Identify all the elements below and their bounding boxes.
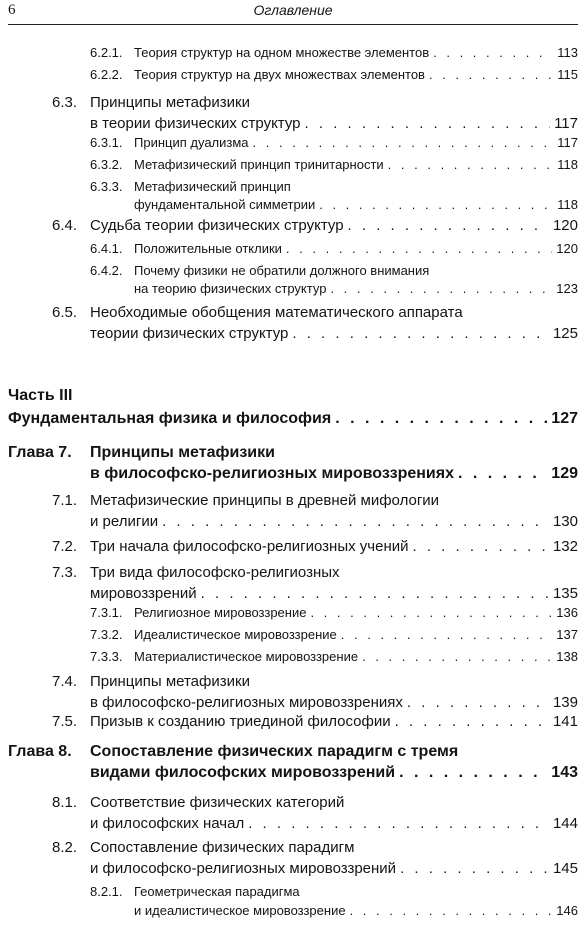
toc-leader-dots [412,538,548,556]
toc-entry [52,837,578,879]
toc-leader-dots [400,858,549,879]
toc-entry-number: Глава 7. [8,444,72,461]
toc-entry-number: 7.3.2. [90,627,123,642]
toc-entry-title: Положительные отклики [134,241,282,256]
toc-entry-line [52,92,578,113]
toc-entry-title: Почему физики не обратили должного внимания [134,263,430,278]
toc-entry-title: Метафизический принцип тринитарности [134,157,384,172]
toc-entry-page: 113 [557,45,578,60]
toc-entry-line [52,217,578,235]
toc-entry-number: 6.3. [52,94,78,111]
toc-entry-page: 139 [552,694,578,711]
toc-entry [52,538,578,556]
toc-entry-line [8,442,578,463]
toc-entry-number: 7.1. [52,492,78,509]
toc-entry-line [52,858,578,879]
toc-entry-number: 6.3.3. [90,179,123,194]
toc-leader-dots [305,113,551,134]
toc-entry-title: Принципы метафизики [90,673,250,690]
toc-entry [8,442,578,484]
toc-entry-page: 146 [556,903,578,918]
toc-entry-page: 125 [552,325,578,342]
toc-entry-number: 8.2.1. [90,884,123,899]
toc-entry-title: Теория структур на двух множествах элементов [134,67,425,82]
toc-entry [90,44,578,62]
toc-entry-page: 127 [551,410,578,427]
toc-entry-line [90,66,578,84]
toc-entry-number: 8.2. [52,839,78,856]
toc-entry [52,490,578,532]
toc-entry-number: 7.3.3. [90,649,123,664]
toc-entry-page: 137 [556,627,578,642]
toc-entry-number: 6.2.2. [90,67,123,82]
toc-entry-title: и философско-религиозных мировоззрений [90,860,397,877]
toc-entry-line [90,178,578,196]
toc-entry-line [52,490,578,511]
toc-entry-title: фундаментальной симметрии [134,197,316,212]
toc-entry-number: 6.3.2. [90,157,123,172]
toc-entry-title: Три вида философско-религиозных [90,564,340,581]
toc-entry-page: 144 [552,815,578,832]
toc-entry [90,882,578,920]
toc-leader-dots [407,692,549,713]
toc-entry-page: 132 [552,538,578,555]
toc-entry [90,626,578,644]
toc-entry-title: в философско-религиозных мировоззрениях [90,694,403,711]
toc-leader-dots [433,44,553,62]
toc-leader-dots [350,901,553,920]
toc-entry-line [90,240,578,258]
toc-entry-number: 7.2. [52,538,78,555]
toc-entry-line [90,134,578,152]
toc-entry-line [90,901,578,920]
toc-leader-dots [399,762,547,783]
toc-entry-line [52,583,578,604]
toc-leader-dots [253,134,554,152]
toc-entry [8,410,578,428]
toc-entry-line [8,410,578,428]
toc-entry-line [90,882,578,901]
toc-entry [90,178,578,214]
toc-leader-dots [341,626,553,644]
page-header [8,2,578,25]
toc-leader-dots [458,463,547,484]
toc-entry-page: 138 [556,649,578,664]
toc-entry [8,741,578,783]
toc-entry-page: 130 [552,513,578,530]
toc-entry-number: 6.4.1. [90,241,123,256]
toc-leader-dots [319,196,553,214]
toc-entry [90,240,578,258]
toc-entry-page: 141 [552,713,578,730]
toc-leader-dots [248,813,549,834]
toc-entry-title: мировоззрений [90,585,197,602]
toc-entry-line [52,813,578,834]
toc-entry-title: Необходимые обобщения математического аппарата [90,304,463,321]
toc-entry-line [90,280,578,298]
toc-entry-line [90,196,578,214]
toc-leader-dots [286,240,552,258]
toc-entry-line [90,44,578,62]
toc-entry-title: Материалистическое мировоззрение [134,649,359,664]
toc-entry [52,671,578,713]
toc-entry-page: 129 [551,465,578,482]
toc-entry-title: и идеалистическое мировоззрение [134,903,346,918]
toc-leader-dots [362,648,552,666]
toc-entry-title: в теории физических структур [90,115,301,132]
toc-entry [52,562,578,604]
toc-entry-line [90,648,578,666]
toc-entry-number: 6.4. [52,217,78,234]
toc-entry-number: 6.5. [52,304,78,321]
toc-leader-dots [335,410,547,428]
toc-entry-page: 115 [557,67,578,82]
toc-entry-title: теории физических структур [90,325,289,342]
toc-entry-number: 7.5. [52,713,78,730]
toc-entry-line [52,837,578,858]
toc-leader-dots [395,713,549,731]
toc-entry [90,648,578,666]
toc-entry-title: Соответствие физических категорий [90,794,345,811]
toc-entry-page: 123 [556,281,578,296]
toc-entry [90,66,578,84]
toc-entry-title: Призыв к созданию триединой философии [90,713,391,730]
toc-entry [90,604,578,622]
toc-entry-number: 6.2.1. [90,45,123,60]
toc-entry-title: Фундаментальная физика и философия [8,410,332,427]
toc-leader-dots [348,217,549,235]
toc-entry-line [8,762,578,783]
toc-entry-line [52,692,578,713]
toc-entry-line [52,671,578,692]
toc-entry-page: 118 [557,197,578,212]
toc-entry [52,713,578,731]
toc-entry-page: 117 [557,135,578,150]
toc-leader-dots [429,66,553,84]
toc-leader-dots [310,604,552,622]
toc-entry-number: 7.3.1. [90,605,123,620]
toc-entry-page: 120 [552,217,578,234]
toc-entry-line [52,302,578,323]
toc-entry-line [52,562,578,583]
toc-entry-line [52,792,578,813]
toc-entry-line [52,113,578,134]
toc-entry-page: 136 [556,605,578,620]
toc-entry-title: Три начала философско-религиозных учений [90,538,409,555]
toc-entry-line [52,511,578,532]
toc-entry-title: Судьба теории физических структур [90,217,344,234]
toc-entry-title: Сопоставление физических парадигм с тремя [90,743,459,760]
toc-entry-line [90,262,578,280]
toc-entry-line [90,604,578,622]
running-title: Оглавление [253,2,333,18]
toc-leader-dots [162,511,549,532]
toc-entry-title: Метафизические принципы в древней мифологии [90,492,440,509]
toc-entry-title: Принципы метафизики [90,444,275,461]
toc-entry [90,156,578,174]
toc-entry-title: Метафизический принцип [134,179,291,194]
toc-entry [52,217,578,235]
toc-entry [52,92,578,134]
toc-leader-dots [292,323,549,344]
toc-entry-title: Идеалистическое мировоззрение [134,627,337,642]
toc-entry-number: 8.1. [52,794,78,811]
toc-entry-page: 120 [556,241,578,256]
toc-entry-page: 143 [551,764,578,781]
toc-entry [52,302,578,344]
toc-entry-page: 117 [554,115,578,132]
toc-entry-number: 7.3. [52,564,78,581]
toc-entry-title: Религиозное мировоззрение [134,605,307,620]
toc-entry-page: 118 [557,157,578,172]
toc-entry-line [8,741,578,762]
toc-entry-title: Теория структур на одном множестве элементов [134,45,430,60]
toc-entry [52,792,578,834]
toc-entry-number: 6.4.2. [90,263,123,278]
toc-entry-line [52,713,578,731]
toc-entry-title: Сопоставление физических парадигм [90,839,355,856]
toc-leader-dots [388,156,554,174]
toc-leader-dots [201,583,549,604]
toc-entry-page: 135 [552,585,578,602]
toc-leader-dots [330,280,552,298]
toc-entry-title: видами философских мировоззрений [90,764,396,781]
toc-entry-line [8,463,578,484]
toc-entry-line [90,156,578,174]
toc-entry-title: в философско-религиозных мировоззрениях [90,465,454,482]
toc-entry-title: и философских начал [90,815,245,832]
part-label: Часть III [8,387,73,404]
page-number: 6 [8,2,16,18]
toc-entry-number: 7.4. [52,673,78,690]
toc-entry-title: Принцип дуализма [134,135,249,150]
toc-entry-line [90,626,578,644]
toc-entry-number: 6.3.1. [90,135,123,150]
toc-entry-line [52,538,578,556]
toc-entry [90,134,578,152]
toc-entry [90,262,578,298]
toc-entry-line [52,323,578,344]
toc-entry-title: Геометрическая парадигма [134,884,300,899]
toc-entry-number: Глава 8. [8,743,72,760]
toc-entry-title: на теорию физических структур [134,281,327,296]
toc-entry-page: 145 [552,860,578,877]
toc-entry-title: и религии [90,513,159,530]
toc-entry-title: Принципы метафизики [90,94,250,111]
